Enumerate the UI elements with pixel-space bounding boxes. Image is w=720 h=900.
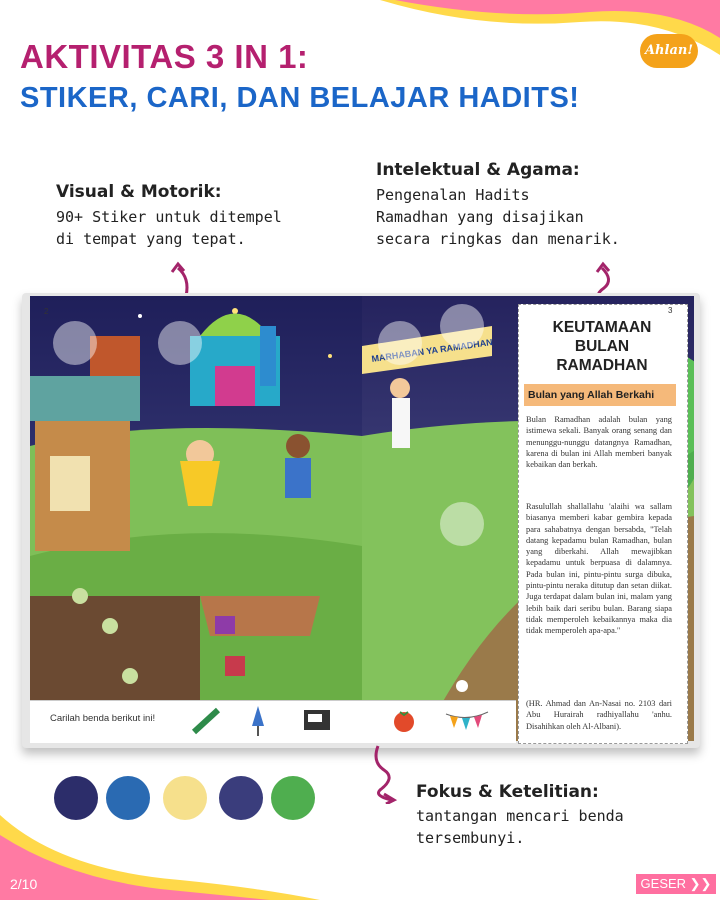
next-slide-button[interactable]: GESER ❯❯ — [636, 874, 716, 894]
hadith-panel-subtitle: Bulan yang Allah Berkahi — [524, 384, 676, 406]
bunting-icon — [444, 708, 490, 734]
page-indicator: 2/10 — [10, 876, 38, 892]
comb-icon — [190, 706, 222, 736]
banner-text: MARHABAN YA RAMADHAN — [370, 337, 494, 364]
thumbnail-moon[interactable] — [219, 776, 263, 820]
illustration-left-page — [30, 296, 362, 741]
feature-focus-title: Fokus & Ketelitian: — [416, 782, 599, 802]
hadith-panel-title: KEUTAMAAN BULAN RAMADHAN — [552, 319, 652, 374]
find-objects-label: Carilah benda berikut ini! — [50, 713, 156, 724]
umbrella-icon — [248, 704, 268, 738]
thumbnail-tree[interactable] — [271, 776, 315, 820]
hadith-citation: (HR. Ahmad dan An-Nasai no. 2103 dari Abu Hurairah radhiyallahu 'anhu. Disahihkan oleh Al-Albani). — [526, 699, 672, 731]
feature-intellectual-title: Intelektual & Agama: — [376, 160, 580, 180]
thumbnail-lantern[interactable] — [54, 776, 98, 820]
thumbnail-dome[interactable] — [106, 776, 150, 820]
right-page-number: 3 — [668, 306, 673, 315]
arrow-curve-icon — [366, 744, 406, 804]
hadith-paragraph-2: Rasulullah shallallahu 'alaihi wa sallam biasanya memberi kabar gembira kepada para sahabatnya dengan bersabda, "Telah datang kepadamu bulan Ramadhan, bulan yang diberkahi. Allah mewajibkan kepadamu untuk berpuasa di dalamnya. Pada bulan ini, pintu-pintu surga dibuka, pintu-pintu neraka ditutup dan setan diikat. Juga terdapat dalam bulan ini, malam yang lebih baik dari seribu bulan. Barang siapa tidak memperoleh kebaikannya maka dia tidak memperoleh apa-apa." — [526, 502, 672, 636]
feature-visual-title: Visual & Motorik: — [56, 182, 222, 202]
page-title-line1: AKTIVITAS 3 IN 1: — [20, 38, 309, 75]
feature-focus-desc: tantangan mencari benda tersembunyi. — [416, 807, 624, 847]
thumbnail-banner[interactable] — [163, 776, 207, 820]
hadith-paragraph-1: Bulan Ramadhan adalah bulan yang istimewa sekali. Banyak orang senang dan menunggu-nunggu datangnya Ramadhan, karena di bulan ini Allah memberi banyak kebaikan dan berkah. — [526, 415, 672, 470]
tomato-icon — [390, 706, 418, 734]
left-page-number: 2 — [44, 307, 49, 316]
page-title-line2: STIKER, CARI, DAN BELAJAR HADITS! — [20, 82, 580, 114]
feature-visual-desc: 90+ Stiker untuk ditempel di tempat yang tepat. — [56, 208, 282, 248]
arrow-up-icon — [160, 258, 200, 298]
shoe-icon — [300, 706, 334, 734]
feature-intellectual-desc: Pengenalan Hadits Ramadhan yang disajikan secara ringkas dan menarik. — [376, 186, 620, 248]
ahlan-badge: Ahlan! — [640, 34, 698, 68]
